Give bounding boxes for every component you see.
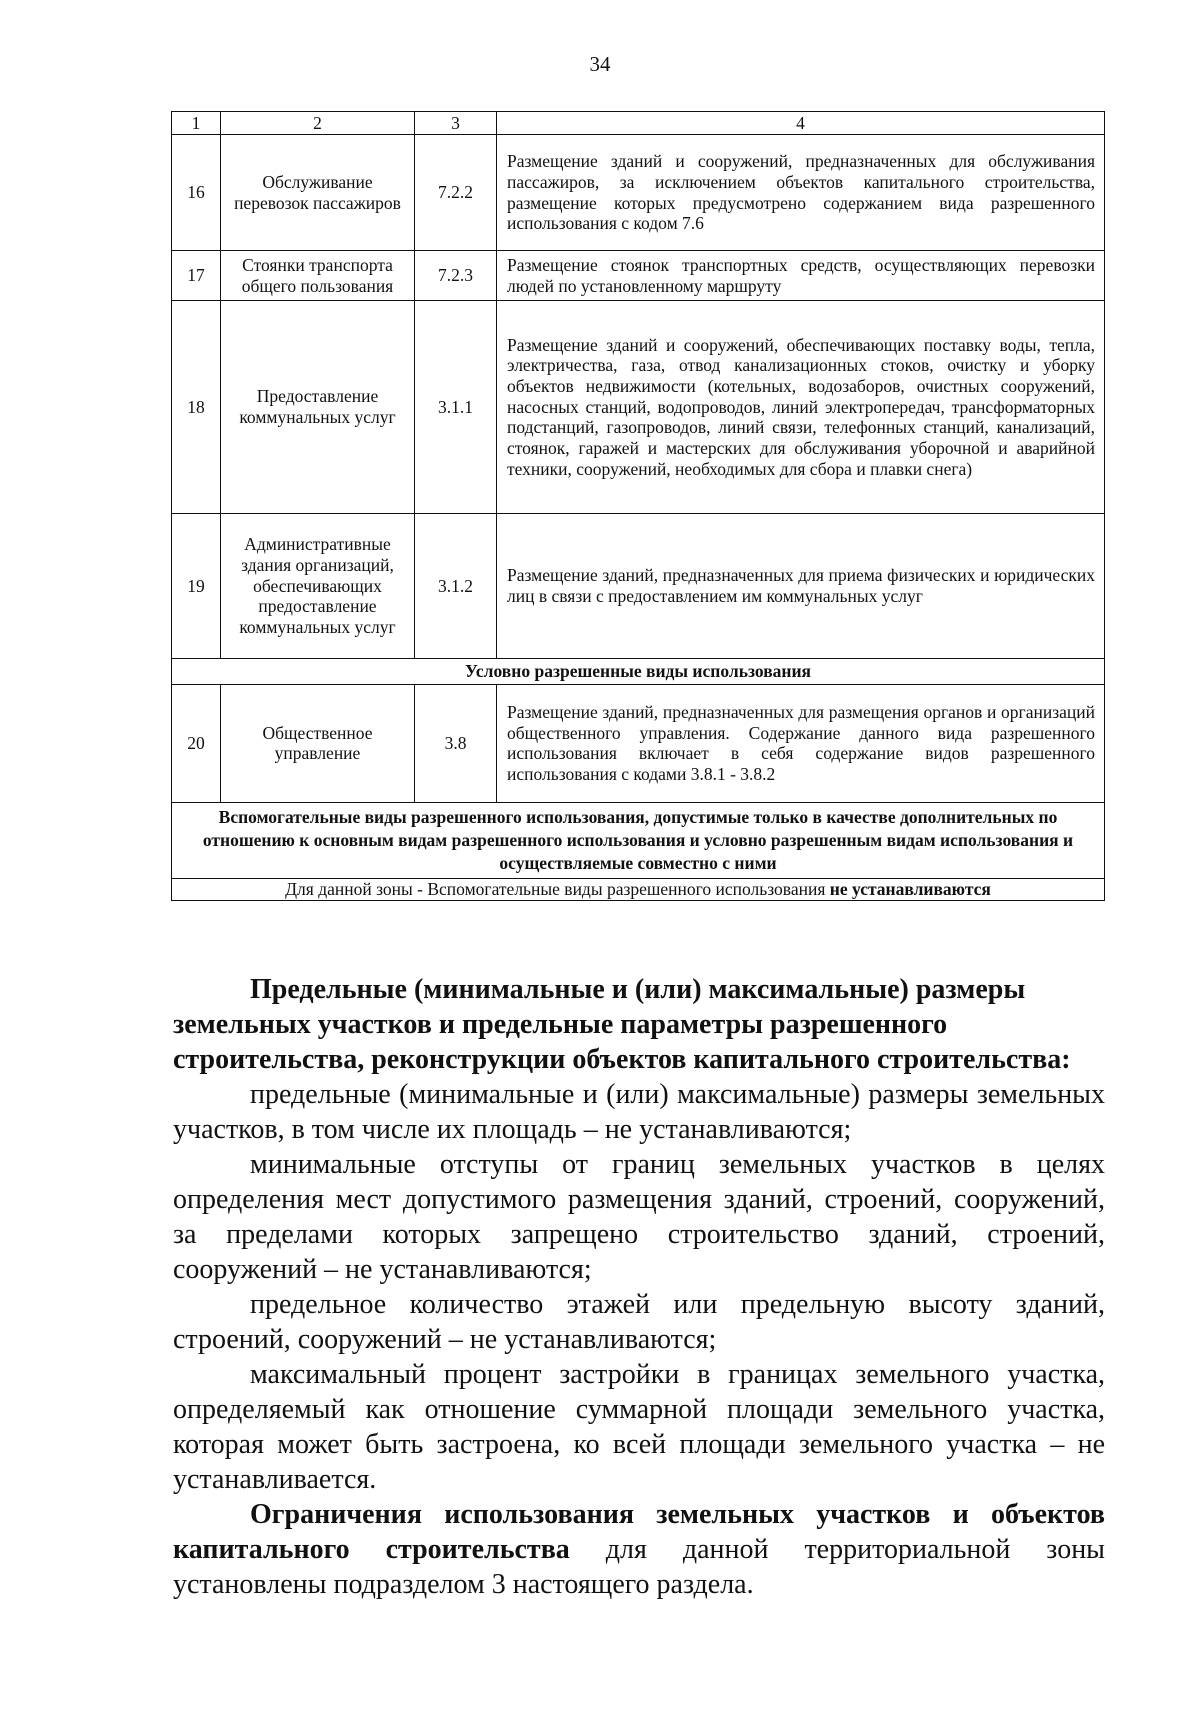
use-type-name: Общественное управление — [221, 684, 415, 802]
paragraph-restrictions — [173, 1497, 1105, 1602]
auxiliary-note-text: Для данной зоны - Вспомогательные виды разрешенного использования — [285, 878, 830, 899]
table-row — [172, 135, 1105, 251]
paragraph-plot-sizes: предельные (минимальные и (или) максимальные) размеры земельных участков, в том числе их площадь – не устанавливаются; — [173, 1079, 1105, 1145]
row-number: 20 — [172, 684, 221, 802]
use-type-code: 7.2.2 — [415, 135, 497, 251]
row-number: 16 — [172, 135, 221, 251]
use-type-code: 3.1.2 — [415, 514, 497, 659]
auxiliary-note-emphasis: не устанавливаются — [829, 878, 991, 899]
use-type-code: 3.8 — [415, 684, 497, 802]
use-type-description: Размещение стоянок транспортных средств, осуществляющих перевозки людей по установленному маршруту — [497, 251, 1105, 301]
use-type-name: Административные здания организаций, обеспечивающих предоставление коммунальных услуг — [221, 514, 415, 659]
table-row — [172, 514, 1105, 659]
paragraph-setbacks: минимальные отступы от границ земельных участков в целях определения мест допустимого размещения зданий, строений, сооружений, за пределами которых запрещено строительство зданий, строений, сооружений – не устанавливаются; — [173, 1149, 1105, 1285]
auxiliary-section-row — [172, 802, 1105, 878]
table-row — [172, 301, 1105, 514]
use-type-code: 3.1.1 — [415, 301, 497, 514]
table-header-row — [172, 112, 1105, 135]
header-cell: 1 — [172, 112, 221, 135]
use-type-description: Размещение зданий, предназначенных для приема физических и юридических лиц в связи с предоставлением им коммунальных услуг — [497, 514, 1105, 659]
restrictions-rest: для данной территориальной зоны установлены подразделом 3 настоящего раздела. — [173, 1534, 1105, 1600]
table-row — [172, 251, 1105, 301]
auxiliary-note-row — [172, 878, 1105, 900]
auxiliary-note — [172, 878, 1105, 900]
use-type-name: Стоянки транспорта общего пользования — [221, 251, 415, 301]
body-text — [173, 972, 1105, 1602]
section-heading-line: строительства, реконструкции объектов капитального строительства: — [173, 1044, 1071, 1075]
use-type-description: Размещение зданий, предназначенных для размещения органов и организаций общественного управления. Содержание данного вида разрешенного использования включает в себя содержание видов разрешенного использования с кодами 3.8.1 - 3.8.2 — [497, 684, 1105, 802]
use-type-code: 7.2.3 — [415, 251, 497, 301]
use-type-name: Обслуживание перевозок пассажиров — [221, 135, 415, 251]
land-use-table — [171, 111, 1105, 901]
conditional-section-title: Условно разрешенные виды использования — [172, 659, 1105, 685]
header-cell: 4 — [497, 112, 1105, 135]
paragraph-building-percent: максимальный процент застройки в границах земельного участка, определяемый как отношение суммарной площади земельного участка, которая может быть застроена, ко всей площади земельного участка – не устанавливается. — [173, 1359, 1105, 1495]
table-row — [172, 684, 1105, 802]
paragraph-floors: предельное количество этажей или предельную высоту зданий, строений, сооружений – не устанавливаются; — [173, 1289, 1105, 1355]
header-cell: 3 — [415, 112, 497, 135]
use-type-description: Размещение зданий и сооружений, обеспечивающих поставку воды, тепла, электричества, газа, отвод канализационных стоков, очистку и уборку объектов недвижимости (котельных, водозаборов, очистных сооружений, насосных станций, водопроводов, линий электропередач, трансформаторных подстанций, газопроводов, линий связи, телефонных станций, канализаций, стоянок, гаражей и мастерских для обслуживания уборочной и аварийной техники, сооружений, необходимых для сбора и плавки снега) — [497, 301, 1105, 514]
use-type-name: Предоставление коммунальных услуг — [221, 301, 415, 514]
row-number: 17 — [172, 251, 221, 301]
row-number: 19 — [172, 514, 221, 659]
section-heading-line: земельных участков и предельные параметры разрешенного — [173, 1009, 948, 1040]
row-number: 18 — [172, 301, 221, 514]
section-heading-line: Предельные (минимальные и (или) максимальные) размеры — [250, 974, 1026, 1005]
page-number: 34 — [589, 52, 611, 76]
auxiliary-section-title: Вспомогательные виды разрешенного использования, допустимые только в качестве дополнительных по отношению к основным видам разрешенного использования и условно разрешенным видам использования и осуществляемые совместно с ними — [172, 802, 1105, 878]
header-cell: 2 — [221, 112, 415, 135]
conditional-section-row — [172, 659, 1105, 685]
use-type-description: Размещение зданий и сооружений, предназначенных для обслуживания пассажиров, за исключением объектов капитального строительства, размещение которых предусмотрено содержанием вида разрешенного использования с кодом 7.6 — [497, 135, 1105, 251]
restrictions-bold: Ограничения использования земельных участков и объектов капитального строительства — [173, 1499, 1105, 1565]
